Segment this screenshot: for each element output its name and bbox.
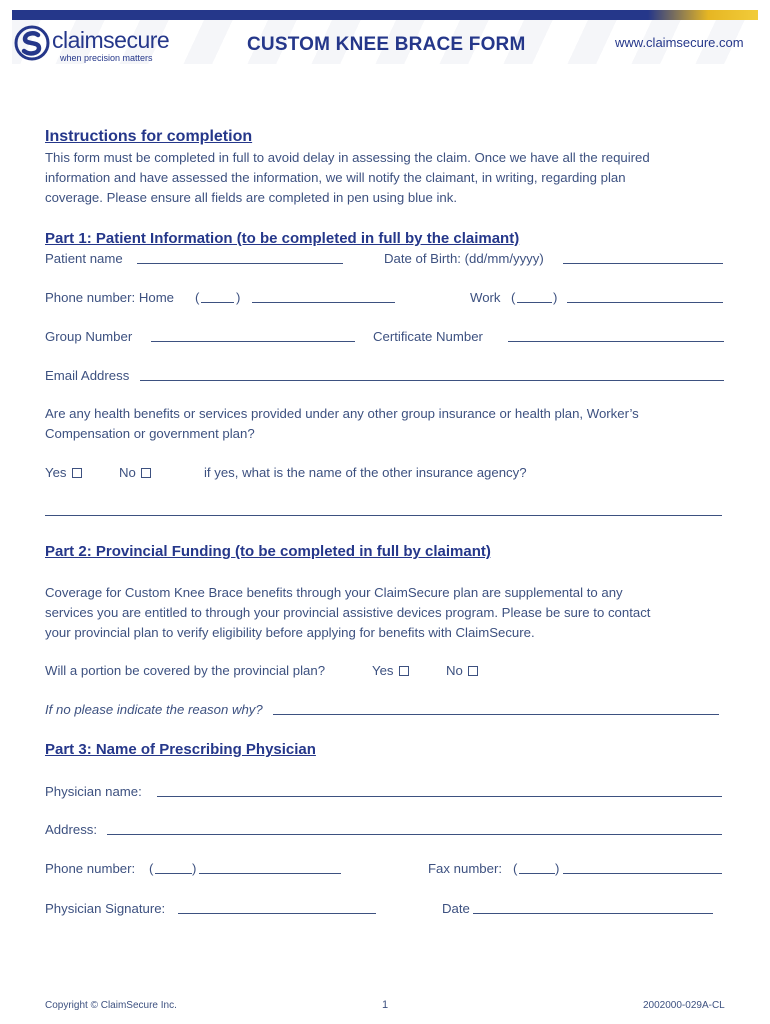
header-top-bar: [12, 10, 758, 20]
page-number: 1: [382, 999, 389, 1011]
fax-area-field[interactable]: [519, 873, 555, 874]
reason-field[interactable]: [273, 714, 719, 715]
other-plan-yes-option[interactable]: [45, 466, 82, 479]
part2-line: services you are entitled to through your provincial assistive devices program. Please be sure to contact: [45, 605, 651, 620]
physician-phone-field[interactable]: [199, 873, 341, 874]
provincial-yes-option[interactable]: [372, 664, 409, 677]
dob-label: Date of Birth: (dd/mm/yyyy): [384, 251, 544, 266]
question-line: Compensation or government plan?: [45, 426, 255, 441]
other-plan-question: [45, 404, 735, 444]
work-area-open: (: [511, 290, 516, 305]
fax-area-open: (: [513, 861, 518, 876]
date-label: Date: [442, 901, 470, 916]
instructions-line: information and have assessed the information, we will notify the claimant, in writing, regarding plan: [45, 170, 626, 185]
signature-label: Physician Signature:: [45, 901, 166, 916]
physician-phone-label: Phone number:: [45, 861, 136, 876]
logo-wordmark: claimsecure: [52, 27, 170, 53]
provincial-question: Will a portion be covered by the provincial plan?: [45, 663, 326, 678]
work-area-field[interactable]: [517, 302, 552, 303]
claimsecure-logo: [14, 25, 170, 65]
yes-checkbox[interactable]: [399, 666, 409, 676]
question-line: Are any health benefits or services provided under any other group insurance or health plan, Worker’s: [45, 406, 639, 421]
phone-home-area-close: ): [236, 290, 241, 305]
phone-home-area-open: (: [195, 290, 200, 305]
address-field[interactable]: [107, 834, 722, 835]
website-url: www.claimsecure.com: [615, 35, 744, 50]
date-field[interactable]: [473, 913, 713, 914]
physician-phone-area-open: (: [149, 861, 154, 876]
part3-heading: Part 3: Name of Prescribing Physician: [45, 741, 316, 758]
instructions-line: This form must be completed in full to avoid delay in assessing the claim. Once we have all the required: [45, 150, 650, 165]
header-accent-stripe: [648, 10, 758, 20]
work-area-close: ): [553, 290, 558, 305]
certificate-number-field[interactable]: [508, 341, 724, 342]
fax-label: Fax number:: [428, 861, 503, 876]
group-number-field[interactable]: [151, 341, 355, 342]
other-plan-no-option[interactable]: [119, 466, 151, 479]
no-label: No: [119, 465, 136, 480]
address-label: Address:: [45, 822, 98, 837]
part1-heading: Part 1: Patient Information (to be completed in full by the claimant): [45, 230, 520, 247]
patient-name-field[interactable]: [137, 263, 343, 264]
logo-tagline: when precision matters: [60, 53, 153, 63]
physician-phone-area-field[interactable]: [155, 873, 192, 874]
group-number-label: Group Number: [45, 329, 133, 344]
patient-name-label: Patient name: [45, 251, 123, 266]
other-agency-question: if yes, what is the name of the other insurance agency?: [204, 465, 527, 480]
signature-field[interactable]: [178, 913, 376, 914]
certificate-number-label: Certificate Number: [373, 329, 483, 344]
part2-heading: Part 2: Provincial Funding (to be completed in full by claimant): [45, 543, 491, 560]
physician-name-field[interactable]: [157, 796, 722, 797]
yes-label: Yes: [372, 663, 394, 678]
part2-line: Coverage for Custom Knee Brace benefits through your ClaimSecure plan are supplemental to any: [45, 585, 623, 600]
no-label: No: [446, 663, 463, 678]
copyright-text: Copyright © ClaimSecure Inc.: [45, 1000, 177, 1011]
physician-name-label: Physician name:: [45, 784, 142, 799]
fax-area-close: ): [555, 861, 560, 876]
form-title: CUSTOM KNEE BRACE FORM: [247, 34, 526, 55]
physician-phone-area-close: ): [192, 861, 197, 876]
dob-field[interactable]: [563, 263, 723, 264]
instructions-line: coverage. Please ensure all fields are completed in pen using blue ink.: [45, 190, 457, 205]
no-checkbox[interactable]: [141, 468, 151, 478]
phone-home-area-field[interactable]: [201, 302, 234, 303]
other-agency-field[interactable]: [45, 515, 722, 516]
instructions-heading: Instructions for completion: [45, 128, 253, 145]
part2-text: [45, 583, 735, 643]
phone-home-field[interactable]: [252, 302, 395, 303]
provincial-no-option[interactable]: [446, 664, 478, 677]
form-code: 2002000-029A-CL: [643, 1000, 725, 1011]
no-checkbox[interactable]: [468, 666, 478, 676]
yes-checkbox[interactable]: [72, 468, 82, 478]
email-label: Email Address: [45, 368, 130, 383]
logo-mark-icon: [14, 25, 50, 61]
instructions-text: [45, 148, 735, 208]
part2-line: your provincial plan to verify eligibility before applying for benefits with ClaimSecure.: [45, 625, 535, 640]
fax-field[interactable]: [563, 873, 722, 874]
email-field[interactable]: [140, 380, 724, 381]
reason-label: If no please indicate the reason why?: [45, 702, 263, 717]
work-label: Work: [470, 290, 501, 305]
yes-label: Yes: [45, 465, 67, 480]
work-phone-field[interactable]: [567, 302, 723, 303]
phone-home-label: Phone number: Home: [45, 290, 175, 305]
